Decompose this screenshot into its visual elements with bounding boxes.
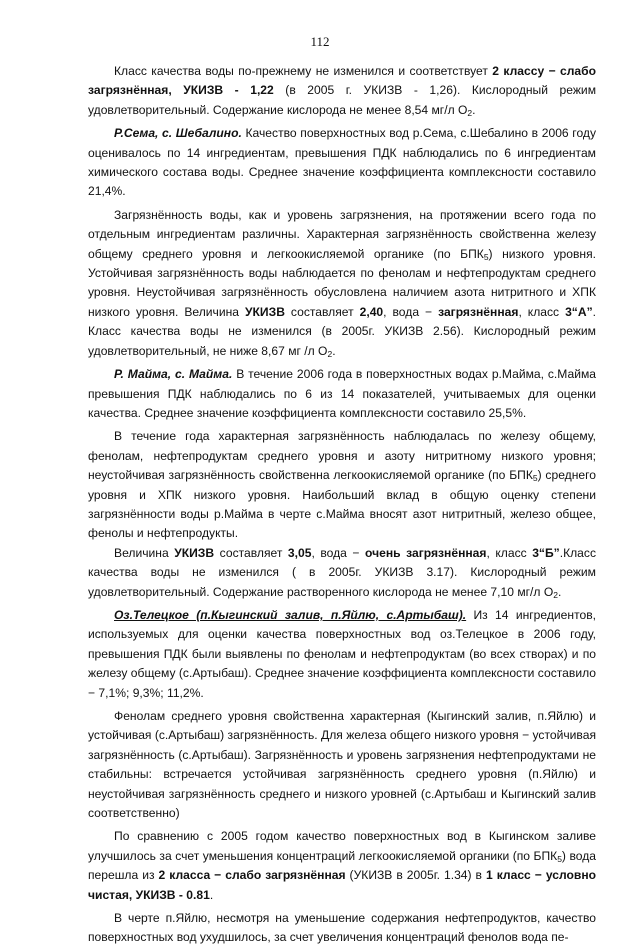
- paragraph-maima: [88, 365, 596, 423]
- text-run: ) низкого уровня. Устойчивая загрязнённость воды наблюдается по фенолам и нефтепродуктам среднего уровня. Неустойчивая загрязнённость обусловлена наличием азота нитритного и ХПК низкого уровня. Величина: [88, 246, 596, 319]
- page-number: 112: [310, 34, 330, 49]
- text-run: , вода −: [311, 545, 366, 560]
- text-run: .: [557, 584, 562, 599]
- text-run: составляет: [284, 304, 360, 319]
- subscript: 5: [483, 251, 489, 262]
- bold-text: 2,40: [359, 304, 384, 319]
- text-run: , вода −: [383, 304, 439, 319]
- bold-text: загрязнённая: [438, 304, 519, 319]
- text-run: Качество поверхностных вод р.Сема, с.Шебалино в 2006 году оценивалось по 14 ингредиентам, превышения ПДК наблюдались по 6 ингредиентам химического состава воды. Среднее значение коэффициента комплексности составило 21,4%.: [88, 126, 597, 199]
- subscript: 2: [327, 348, 333, 359]
- text-run: .: [332, 343, 336, 358]
- subscript: 5: [557, 853, 562, 864]
- paragraph-maima-ukizv: [88, 544, 596, 602]
- bold-text: 2 классу − слабо загрязнённая, УКИЗВ - 1,22: [88, 64, 596, 98]
- paragraph-maima-pollution: [88, 427, 596, 543]
- paragraph-yailyu: [88, 909, 596, 948]
- document-body: [88, 62, 596, 952]
- text-run: Фенолам среднего уровня свойственна характерная (Кыгинский залив, п.Яйлю) и устойчивая (с.Артыбаш) загрязнённость. Для железа общего низкого уровня − устойчивая загрязнённость (с.Артыбаш). Загрязнённость и уровень загрязнения нефтепродуктами не стабильны: встречается устойчивая загрязнённость среднего уровня (п.Яйлю) и неустойчивая загрязнённость среднего и низкого уровней (с.Артыбаш и Кыгинский залив соответственно): [88, 709, 596, 821]
- paragraph-teletskoye: [88, 606, 596, 703]
- bold-text: 3“Б”: [532, 545, 560, 560]
- bold-text: 1 класс − условно чистая, УКИЗВ - 0.81: [88, 868, 597, 902]
- text-run: Класс качества воды по-прежнему не изменился и соответствует: [114, 64, 493, 78]
- text-run: .Класс качества воды не изменился ( в 2005г. УКИЗВ 3.17). Кислородный режим удовлетворительный. Содержание растворенного кислорода не менее 7,10 мг/л О: [88, 545, 596, 599]
- paragraph-sema-shebalino: [88, 124, 596, 202]
- text-run: составляет: [214, 545, 288, 560]
- text-run: В течение года характерная загрязнённость наблюдалась по железу общему, фенолам, нефтепродуктам среднего уровня и азоту нитритному низкого уровня; неустойчивая загрязнённость свойственна легкоокисляемой органике (по БПК: [88, 429, 596, 483]
- text-run: .: [472, 102, 476, 117]
- heading-inline: Оз.Телецкое (п.Кыгинский залив, п.Яйлю, с.Артыбаш).: [114, 607, 467, 622]
- text-run: Из 14 ингредиентов, используемых для оценки качества поверхностных вод оз.Телецкое в 2006 году, превышения ПДК были выявлены по фенолам и нефтепродуктам (во всех створах) и по железу общему (с.Артыбаш). Среднее значение коэффициента комплексности составило − 7,1%; 9,3%; 11,2%.: [88, 607, 596, 700]
- text-run: , класс: [486, 545, 533, 560]
- text-run: , класс: [518, 304, 566, 319]
- text-run: Загрязнённость воды, как и уровень загрязнения, на протяжении всего года по отдельным ингредиентам различны. Характерная загрязнённость свойственна железу общему среднего уровня и легкоокисляемой органике (по БПК: [88, 207, 596, 261]
- paragraph-ukizv-summary: [88, 62, 596, 120]
- text-run: В течение 2006 года в поверхностных водах р.Майма, с.Майма превышения ПДК наблюдались по 6 из 14 показателей, учитываемых для оценки качества. Среднее значение коэффициента комплексности составило 25,5%.: [88, 367, 596, 420]
- bold-text: 3“А”: [565, 304, 593, 319]
- text-run: ) вода перешла из: [88, 848, 596, 883]
- text-run: В черте п.Яйлю, несмотря на уменьшение содержания нефтепродуктов, качество поверхностных вод ухудшилось, за счет увеличения концентраций фенолов вода пе-: [88, 911, 596, 945]
- text-run: По сравнению с 2005 годом качество поверхностных вод в Кыгинском заливе улучшилось за счет уменьшения концентраций легкоокисляемой органики (по БПК: [88, 829, 596, 863]
- subscript: 2: [553, 589, 558, 600]
- bold-text: 3,05: [287, 545, 312, 560]
- subscript: 5: [532, 473, 538, 484]
- subscript: 2: [467, 107, 473, 118]
- bold-text: очень загрязнённая: [365, 545, 487, 560]
- heading-inline: Р. Майма, с. Майма.: [114, 367, 233, 382]
- paragraph-sema-pollution: [88, 206, 596, 361]
- heading-inline: Р.Сема, с. Шебалино.: [114, 126, 242, 141]
- bold-text: УКИЗВ: [245, 304, 285, 319]
- bold-text: УКИЗВ: [174, 545, 215, 560]
- paragraph-comparison-2005: [88, 827, 596, 905]
- text-run: ) среднего уровня и ХПК низкого уровня. Наибольший вклад в общую оценку степени загрязнённости воды р.Майма в черте с.Майма вносят азот нитритный, железо общее, фенолы и нефтепродукты.: [88, 468, 596, 541]
- text-run: .: [209, 887, 214, 902]
- text-run: Величина: [114, 545, 175, 560]
- text-run: (УКИЗВ в 2005г. 1.34) в: [345, 868, 486, 883]
- text-run: . Класс качества воды не изменился (в 2005г. УКИЗВ 2.56). Кислородный режим удовлетворительный, не ниже 8,67 мг /л О: [88, 304, 597, 358]
- bold-text: 2 класса − слабо загрязнённая: [158, 868, 346, 883]
- paragraph-phenols: [88, 707, 596, 823]
- text-run: (в 2005 г. УКИЗВ - 1,26). Кислородный режим удовлетворительный. Содержание кислорода не менее 8,54 мг/л О: [88, 83, 597, 117]
